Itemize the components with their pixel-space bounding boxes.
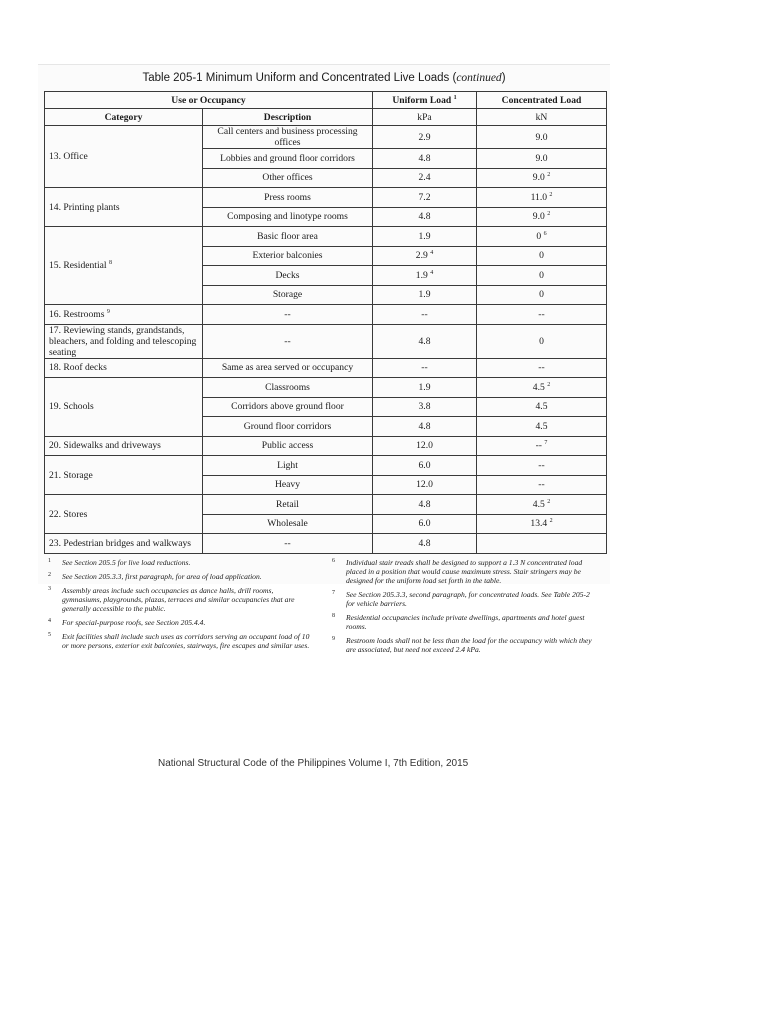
cell-concentrated-load: -- [477, 358, 607, 378]
cell-concentrated-load: 0 [477, 266, 607, 286]
cell-category: 13. Office [45, 126, 203, 188]
scan-edge [38, 64, 610, 65]
cell-uniform-load: 2.9 [373, 126, 477, 149]
cell-concentrated-load: 9.0 $^2$ [477, 168, 607, 188]
cell-concentrated-load: 9.0 [477, 126, 607, 149]
table-row [45, 456, 607, 476]
header-category: Category [45, 109, 203, 126]
cell-uniform-load: 6.0 [373, 456, 477, 476]
footnotes-left [48, 558, 310, 655]
footnote: 1 See Section 205.5 for live load reductions. [48, 558, 191, 567]
table-row [45, 358, 607, 378]
cell-uniform-load: 4.8 [373, 149, 477, 169]
cell-category: 20. Sidewalks and driveways [45, 436, 203, 456]
cell-description: Composing and linotype rooms [203, 207, 373, 227]
cell-description: Corridors above ground floor [203, 397, 373, 417]
cell-category: 18. Roof decks [45, 358, 203, 378]
cell-concentrated-load: 11.0 $^2$ [477, 188, 607, 208]
cell-description: Wholesale [203, 514, 373, 534]
table-row [45, 534, 607, 554]
header-uniform-load: Uniform Load $^1$ [373, 92, 477, 109]
footnote: 9 Restroom loads shall not be less than the load for the occupancy with which they are associated, but need not exceed 2.4 kPa. [332, 636, 592, 654]
cell-description: Decks [203, 266, 373, 286]
footnote: 2 See Section 205.3.3, first paragraph, for area of load application. [48, 572, 262, 581]
cell-description: Press rooms [203, 188, 373, 208]
footnote: 4 For special-purpose roofs, see Section 205.4.4. [48, 618, 206, 627]
table-row [45, 305, 607, 325]
cell-concentrated-load: 4.5 [477, 397, 607, 417]
cell-description: Retail [203, 495, 373, 515]
cell-uniform-load: 3.8 [373, 397, 477, 417]
cell-description: Classrooms [203, 378, 373, 398]
cell-concentrated-load: 4.5 [477, 417, 607, 437]
cell-description: Storage [203, 285, 373, 305]
header-row-1 [45, 92, 607, 109]
cell-description: Other offices [203, 168, 373, 188]
table-row [45, 227, 607, 247]
table-title: Table 205-1 Minimum Uniform and Concentrated Live Loads (continued) [142, 72, 506, 84]
cell-description: Exterior balconies [203, 246, 373, 266]
cell-uniform-load: -- [373, 305, 477, 325]
header-kpa: kPa [373, 109, 477, 126]
table-row [45, 495, 607, 515]
header-row-2 [45, 109, 607, 126]
cell-category: 15. Residential $^8$ [45, 227, 203, 305]
cell-description: Basic floor area [203, 227, 373, 247]
cell-category: 14. Printing plants [45, 188, 203, 227]
cell-concentrated-load: -- [477, 475, 607, 495]
header-concentrated-load: Concentrated Load [477, 92, 607, 109]
cell-category: 21. Storage [45, 456, 203, 495]
cell-description: Call centers and business processing offices [203, 126, 373, 149]
cell-uniform-load: 4.8 [373, 207, 477, 227]
cell-concentrated-load [477, 534, 607, 554]
footnote: 6 Individual stair treads shall be designed to support a 1.3 N concentrated load placed in a position that would cause maximum stress. Stair stringers may be designed for the uniform load set forth in the table. [332, 558, 583, 585]
header-uniform-sup: 1 [453, 94, 457, 101]
cell-concentrated-load: 0 [477, 324, 607, 358]
cell-category: 22. Stores [45, 495, 203, 534]
cell-uniform-load: 4.8 [373, 495, 477, 515]
cell-concentrated-load: 13.4 $^2$ [477, 514, 607, 534]
header-use-or-occupancy: Use or Occupancy [45, 92, 373, 109]
table-row [45, 188, 607, 208]
cell-description: Same as area served or occupancy [203, 358, 373, 378]
cell-uniform-load: 7.2 [373, 188, 477, 208]
cell-uniform-load: 2.9 $^4$ [373, 246, 477, 266]
table-title-continued: continued [456, 72, 502, 84]
cell-category: 17. Reviewing stands, grandstands, bleachers, and folding and telescoping seating [45, 324, 203, 358]
cell-concentrated-load: 9.0 [477, 149, 607, 169]
cell-description: Light [203, 456, 373, 476]
cell-concentrated-load: 0 $^6$ [477, 227, 607, 247]
table-title-text: Table 205-1 Minimum Uniform and Concentrated Live Loads [142, 72, 450, 84]
cell-uniform-load: 1.9 [373, 227, 477, 247]
cell-uniform-load: 12.0 [373, 475, 477, 495]
cell-concentrated-load: 0 [477, 246, 607, 266]
cell-category: 16. Restrooms $^9$ [45, 305, 203, 325]
cell-concentrated-load: 4.5 $^2$ [477, 378, 607, 398]
cell-concentrated-load: 9.0 $^2$ [477, 207, 607, 227]
footnote: 5 Exit facilities shall include such uses as corridors serving an occupant load of 10 or more persons, exterior exit balconies, stairways, fire escapes and similar uses. [48, 632, 310, 650]
cell-description: -- [203, 534, 373, 554]
cell-concentrated-load: 0 [477, 285, 607, 305]
table-row [45, 378, 607, 398]
cell-description: -- [203, 324, 373, 358]
cell-uniform-load: 4.8 [373, 534, 477, 554]
table-row [45, 436, 607, 456]
cell-uniform-load: 1.9 $^4$ [373, 266, 477, 286]
cell-concentrated-load: -- [477, 305, 607, 325]
header-description: Description [203, 109, 373, 126]
cell-description: Ground floor corridors [203, 417, 373, 437]
cell-description: Heavy [203, 475, 373, 495]
footnote: 7 See Section 205.3.3, second paragraph, for concentrated loads. See Table 205-2 for vehicle barriers. [332, 590, 590, 608]
table-row [45, 324, 607, 358]
cell-uniform-load: -- [373, 358, 477, 378]
cell-uniform-load: 6.0 [373, 514, 477, 534]
cell-uniform-load: 4.8 [373, 324, 477, 358]
cell-description: Lobbies and ground floor corridors [203, 149, 373, 169]
header-kn: kN [477, 109, 607, 126]
cell-description: -- [203, 305, 373, 325]
cell-category: 19. Schools [45, 378, 203, 437]
cell-concentrated-load: -- [477, 456, 607, 476]
cell-uniform-load: 2.4 [373, 168, 477, 188]
cell-uniform-load: 1.9 [373, 285, 477, 305]
footnote: 8 Residential occupancies include private dwellings, apartments and hotel guest rooms. [332, 613, 585, 631]
live-load-table [44, 91, 607, 554]
footnote: 3 Assembly areas include such occupancies as dance halls, drill rooms, gymnasiums, playgrounds, plazas, terraces and similar occupancies that are generally accessible to the public. [48, 586, 295, 613]
cell-uniform-load: 12.0 [373, 436, 477, 456]
cell-uniform-load: 4.8 [373, 417, 477, 437]
table-row [45, 126, 607, 149]
page-footer: National Structural Code of the Philippines Volume I, 7th Edition, 2015 [158, 758, 469, 769]
cell-concentrated-load: -- $^7$ [477, 436, 607, 456]
cell-description: Public access [203, 436, 373, 456]
cell-category: 23. Pedestrian bridges and walkways [45, 534, 203, 554]
cell-concentrated-load: 4.5 $^2$ [477, 495, 607, 515]
cell-uniform-load: 1.9 [373, 378, 477, 398]
footnotes-right [332, 558, 594, 659]
